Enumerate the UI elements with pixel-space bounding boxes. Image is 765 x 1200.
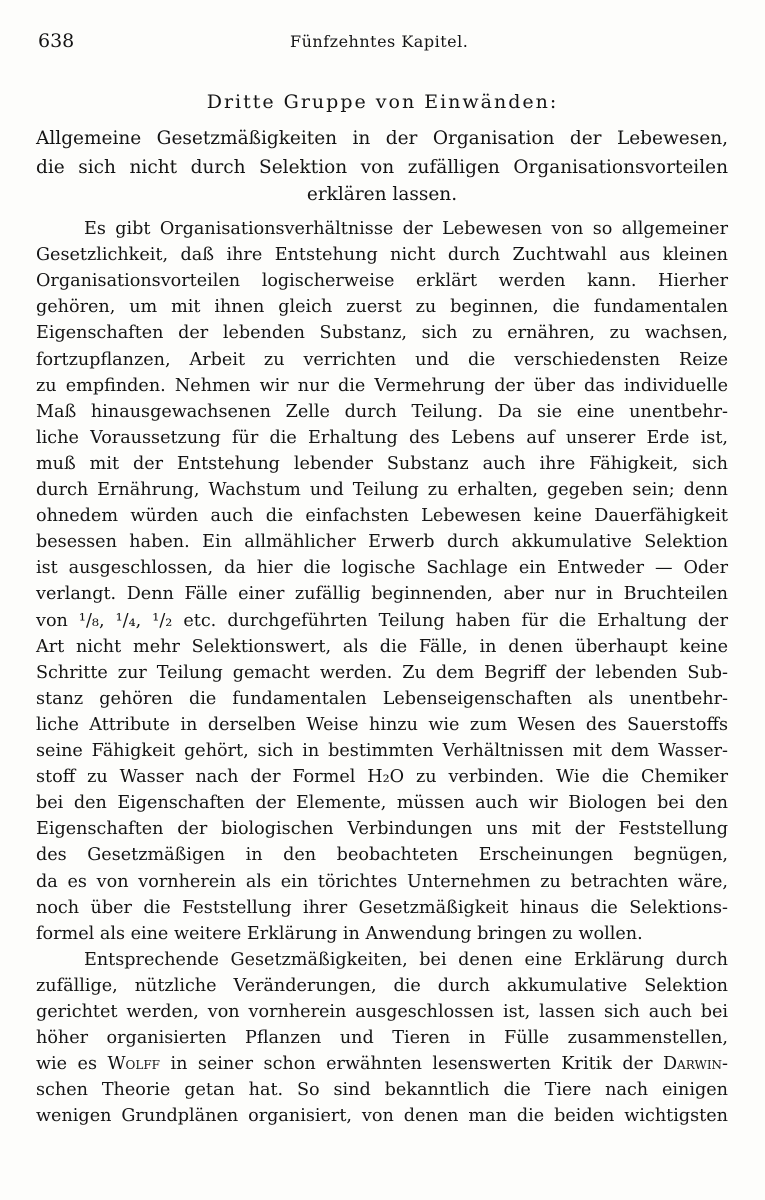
body-line: gerichtet werden, von vornherein ausgeschlossen ist, lassen sich auch bei [36,1002,728,1022]
body-line: von ¹/₈, ¹/₄, ¹/₂ etc. durchgeführten Teilung haben für die Erhaltung der [36,610,728,631]
body-line: wenigen Grundplänen organisiert, von denen man die beiden wichtigsten [36,1106,728,1127]
body-line: liche Attribute in derselben Weise hinzu wie zum Wesen des Sauerstoffs [36,714,728,735]
body-line: gehören, um mit ihnen gleich zuerst zu beginnen, die fundamentalen [36,297,728,318]
body-line: zu empfinden. Nehmen wir nur die Vermehrung der über das individuelle [36,375,728,396]
body-line: noch über die Feststellung ihrer Gesetzmäßigkeit hinaus die Selektions- [36,897,728,918]
body-line: des Gesetzmäßigen in den beobachteten Erscheinungen begnügen, [36,845,728,866]
body-line: Art nicht mehr Selektionswert, als die Fälle, in denen überhaupt keine [36,636,728,657]
body-line: Gesetzlichkeit, daß ihre Entstehung nicht durch Zuchtwahl aus kleinen [36,245,728,266]
body-line: höher organisierten Pflanzen und Tieren in Fülle zusammenstellen, [36,1028,728,1049]
section-heading: Dritte Gruppe von Einwänden: [206,91,559,113]
body-line: stoff zu Wasser nach der Formel H₂O zu verbinden. Wie die Chemiker [36,767,728,788]
body-line: Maß hinausgewachsenen Zelle durch Teilung. Da sie eine unentbehr- [36,401,728,422]
section-subtitle-line: Allgemeine Gesetzmäßigkeiten in der Organisation der Lebewesen, [36,128,728,149]
page-header [0,0,765,60]
body-line: bei den Eigenschaften der Elemente, müssen auch wir Biologen bei den [36,793,728,814]
body-line: da es von vornherein als ein törichtes Unternehmen zu betrachten wäre, [36,871,728,892]
body-line: stanz gehören die fundamentalen Lebenseigenschaften als unentbehr- [36,688,728,709]
body-line: Entsprechende Gesetzmäßigkeiten, bei denen eine Erklärung durch [84,949,728,970]
body-line: Organisationsvorteilen logischerweise erklärt werden kann. Hierher [36,271,728,292]
body-line: formel als eine weitere Erklärung in Anwendung bringen zu wollen. [36,923,643,944]
body-line: Schritte zur Teilung gemacht werden. Zu dem Begriff der lebenden Sub- [36,662,728,683]
running-title: Fünfzehntes Kapitel. [290,32,469,51]
section-subtitle-line: die sich nicht durch Selektion von zufälligen Organisationsvorteilen [36,157,728,178]
body-line: Eigenschaften der biologischen Verbindungen uns mit der Feststellung [36,819,728,840]
body-line: fortzupflanzen, Arbeit zu verrichten und die verschiedensten Reize [36,349,728,370]
body-line: Eigenschaften der lebenden Substanz, sich zu ernähren, zu wachsen, [36,323,728,344]
body-line: ist ausgeschlossen, da hier die logische Sachlage ein Entweder — Oder [36,558,728,579]
page-number: 638 [38,30,75,52]
body-line: ohnedem würden auch die einfachsten Lebewesen keine Dauerfähigkeit [36,506,728,527]
body-line: schen Theorie getan hat. So sind bekanntlich die Tiere nach einigen [36,1080,728,1101]
body-line: liche Voraussetzung für die Erhaltung des Lebens auf unserer Erde ist, [36,427,728,448]
body-line: Es gibt Organisationsverhältnisse der Lebewesen von so allgemeiner [84,219,728,239]
body-line: wie es Wolff in seiner schon erwähnten lesenswerten Kritik der Darwin- [36,1054,728,1075]
body-line: seine Fähigkeit gehört, sich in bestimmten Verhältnissen mit dem Wasser- [36,741,728,761]
body-line: verlangt. Denn Fälle einer zufällig beginnenden, aber nur in Bruchteilen [36,584,728,605]
body-line: muß mit der Entstehung lebender Substanz auch ihre Fähigkeit, sich [36,453,728,474]
body-line: besessen haben. Ein allmählicher Erwerb durch akkumulative Selektion [36,532,728,553]
section-subtitle-line: erklären lassen. [306,184,458,205]
body-line: zufällige, nützliche Veränderungen, die durch akkumulative Selektion [36,975,728,996]
body-line: durch Ernährung, Wachstum und Teilung zu erhalten, gegeben sein; denn [36,480,728,500]
